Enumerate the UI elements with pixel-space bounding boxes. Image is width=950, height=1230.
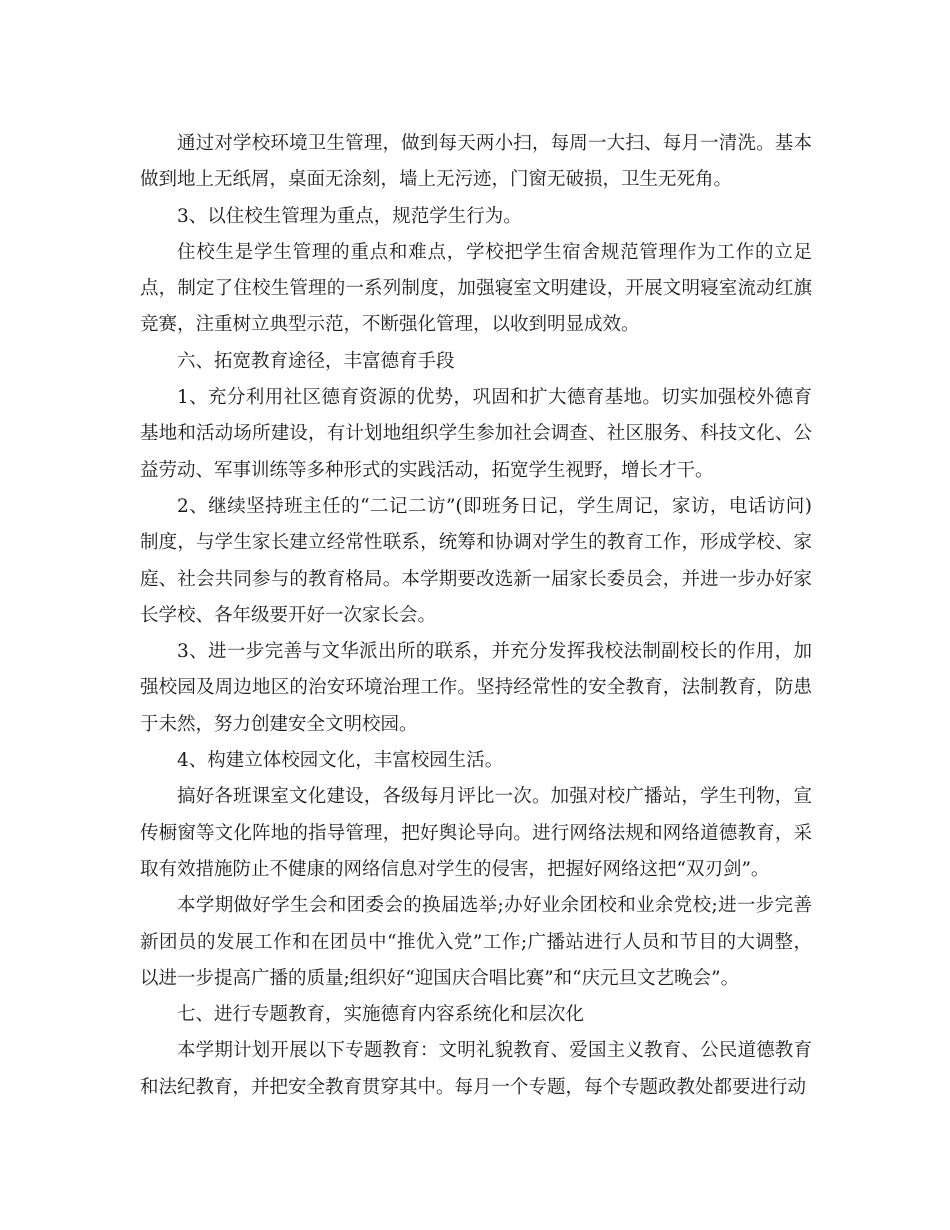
section-heading-seven: 七、进行专题教育，实施德育内容系统化和层次化 <box>177 1004 585 1026</box>
document-body <box>140 126 812 1106</box>
paragraph-community-resources: 1、充分利用社区德育资源的优势，巩固和扩大德育基地。切实加强校外德育基地和活动场所建设，有计划地组织学生参加社会调查、社区服务、科技文化、公益劳动、军事训练等多种形式的实践活动，拓宽学生视野，增长才干。 <box>140 387 812 481</box>
paragraph-environment-hygiene: 通过对学校环境卫生管理，做到每天两小扫，每周一大扫、每月一清洗。基本做到地上无纸屑，桌面无涂刻，墙上无污迹，门窗无破损，卫生无死角。 <box>140 133 812 191</box>
section-heading-six: 六、拓宽教育途径，丰富德育手段 <box>177 350 455 372</box>
heading-boarding-management: 3、以住校生管理为重点，规范学生行为。 <box>177 205 522 227</box>
paragraph-campus-safety: 3、进一步完善与文华派出所的联系，并充分发挥我校法制副校长的作用，加强校园及周边地区的治安环境治理工作。坚持经常性的安全教育，法制教育，防患于未然，努力创建安全文明校园。 <box>140 641 812 735</box>
paragraph-thematic-education: 本学期计划开展以下专题教育：文明礼貌教育、爱国主义教育、公民道德教育和法纪教育，并把安全教育贯穿其中。每月一个专题，每个专题政教处都要进行动 <box>140 1040 812 1098</box>
heading-campus-culture: 4、构建立体校园文化，丰富校园生活。 <box>177 750 504 772</box>
paragraph-boarding-students: 住校生是学生管理的重点和难点，学校把学生宿舍规范管理作为工作的立足点，制定了住校生管理的一系列制度，加强寝室文明建设，开展文明寝室流动红旗竞赛，注重树立典型示范，不断强化管理，以收到明显成效。 <box>140 241 812 336</box>
paragraph-student-union: 本学期做好学生会和团委会的换届选举;办好业余团校和业余党校;进一步完善新团员的发展工作和在团员中“推优入党”工作;广播站进行人员和节目的大调整，以进一步提高广播的质量;组织好“迎国庆合唱比赛”和“庆元旦文艺晚会”。 <box>140 895 812 989</box>
paragraph-home-visits: 2、继续坚持班主任的“二记二访”(即班务日记，学生周记，家访，电话访问)制度，与学生家长建立经常性联系，统筹和协调对学生的教育工作，形成学校、家庭、社会共同参与的教育格局。本学期要改选新一届家长委员会，并进一步办好家长学校、各年级要开好一次家长会。 <box>140 495 812 626</box>
paragraph-classroom-culture: 搞好各班课室文化建设，各级每月评比一次。加强对校广播站，学生刊物，宣传橱窗等文化阵地的指导管理，把好舆论导向。进行网络法规和网络道德教育，采取有效措施防止不健康的网络信息对学生的侵害，把握好网络这把“双刃剑”。 <box>140 786 812 880</box>
